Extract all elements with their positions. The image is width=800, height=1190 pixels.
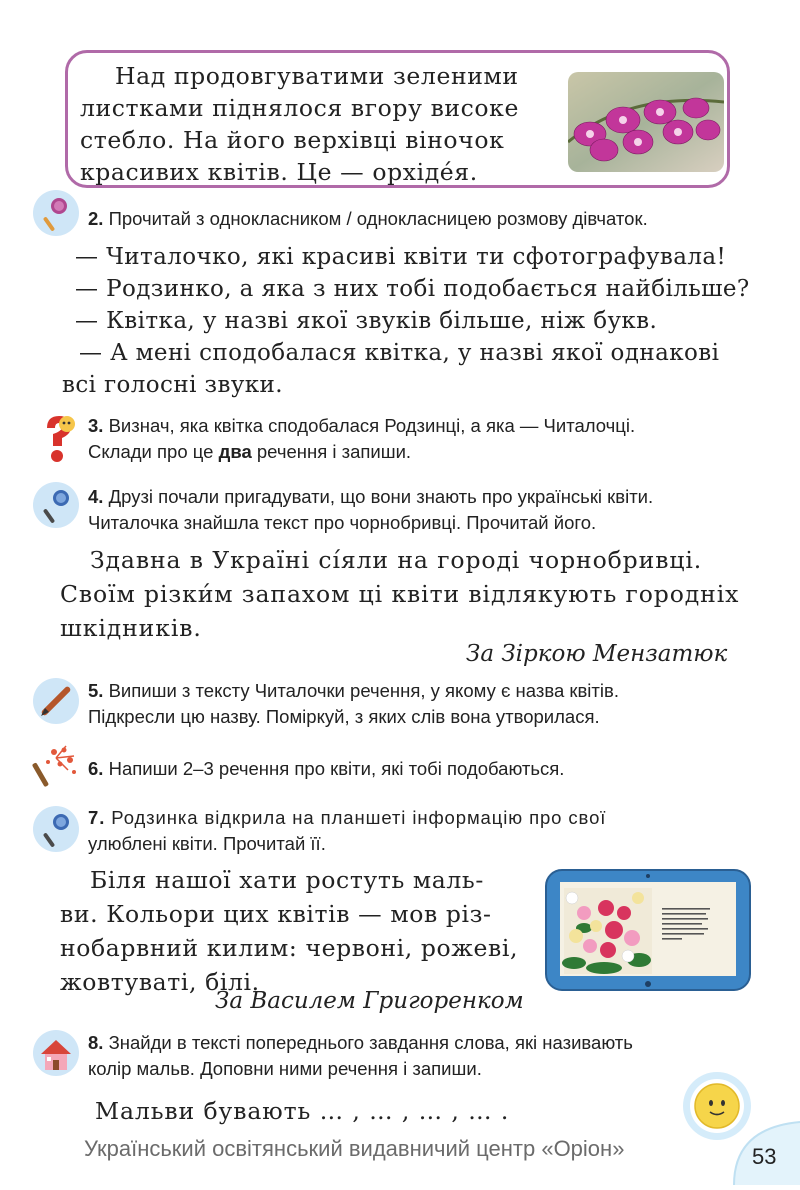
task-number: 3.: [88, 415, 104, 436]
task-text: Склади про це: [88, 441, 219, 462]
page-corner: [728, 1098, 800, 1185]
task-3: [88, 413, 635, 465]
task-text: Знайди в тексті попереднього завдання слова, які називають: [103, 1032, 633, 1053]
pen-icon: [33, 678, 79, 724]
task-6: [88, 756, 564, 782]
task-number: 5.: [88, 680, 104, 701]
fill-in-sentence: Мальви бувають … , … , … , … .: [95, 1097, 510, 1125]
reading-line: ви. Кольори цих квітів — мов різ-: [60, 900, 492, 928]
task-text: Родзинка відкрила на планшеті інформацію про свої: [105, 807, 607, 828]
task-7: [88, 805, 738, 857]
task-text: речення і запиши.: [251, 441, 412, 462]
intro-line: листками піднялося вгору високе: [80, 94, 519, 122]
publisher-footer: Український освітянський видавничий центр «Оріон»: [84, 1136, 625, 1161]
microphone-icon: [33, 806, 79, 852]
reading-line: жовтуваті, білі.: [60, 968, 260, 996]
reading-line: Здавна в Україні сі́яли на городі чорнобривці.: [90, 546, 703, 574]
orchid-photo: [568, 72, 724, 172]
task-text: Підкресли цю назву. Поміркуй, з яких слів вона утворилася.: [88, 706, 600, 727]
task-text: Випиши з тексту Читалочки речення, у якому є назва квітів.: [103, 680, 619, 701]
dialog-line: всі голосні звуки.: [62, 372, 283, 398]
dialog-line: — А мені сподобалася квітка, у назві якої однакові: [79, 340, 720, 366]
task-text: Визнач, яка квітка сподобалася Родзинці, а яка — Читалочці.: [103, 415, 636, 436]
task-2: [88, 206, 648, 232]
task-4: [88, 484, 653, 536]
intro-line: красивих квітів. Це — орхіде́я.: [80, 158, 478, 186]
tablet-illustration: [544, 868, 752, 992]
task-text: колір мальв. Доповни ними речення і запиши.: [88, 1058, 482, 1079]
reading-line: Своїм різки́м запахом ці квіти відлякують городніх: [60, 580, 740, 608]
question-mark-icon: [33, 412, 79, 458]
dialog-line: — Квітка, у назві якої звуків більше, ніж букв.: [75, 308, 658, 334]
reading-line: нобарвний килим: червоні, рожеві,: [60, 934, 519, 962]
magic-wand-icon: [30, 742, 76, 788]
reading-text-1: [60, 543, 780, 645]
microphone-icon: [33, 482, 79, 528]
dialog: [62, 241, 775, 401]
task-text: Читалочка знайшла текст про чорнобривці. Прочитай його.: [88, 512, 597, 533]
reading-text-2: [60, 863, 540, 999]
reading-line: шкідників.: [60, 614, 202, 642]
author-credit: За Василем Григоренком: [215, 988, 524, 1014]
task-number: 2.: [88, 208, 104, 229]
microphone-icon: [33, 190, 79, 236]
task-number: 8.: [88, 1032, 104, 1053]
author-credit: За Зіркою Мензатюк: [466, 641, 728, 667]
task-text: Прочитай з однокласником / однокласницею розмову дівчаток.: [103, 208, 648, 229]
task-number: 4.: [88, 486, 104, 507]
house-icon: [33, 1030, 79, 1076]
task-number: 6.: [88, 758, 104, 779]
task-text: Друзі почали пригадувати, що вони знають про українські квіти.: [103, 486, 654, 507]
task-text: Напиши 2–3 речення про квіти, які тобі подобаються.: [103, 758, 565, 779]
task-8: [88, 1030, 633, 1082]
intro-line: Над продовгуватими зеленими: [115, 62, 519, 90]
task-5: [88, 678, 619, 730]
intro-line: стебло. На його верхівці віночок: [80, 126, 505, 154]
intro-text: [80, 60, 540, 188]
task-number: 7.: [88, 807, 106, 828]
dialog-line: — Родзинко, а яка з них тобі подобається найбільше?: [75, 276, 750, 302]
task-text: улюблені квіти. Прочитай її.: [88, 833, 326, 854]
reading-line: Біля нашої хати ростуть маль-: [90, 866, 484, 894]
emphasis-text: два: [218, 441, 252, 462]
dialog-line: — Читалочко, які красиві квіти ти сфотографувала!: [75, 244, 727, 270]
page-number: 53: [752, 1144, 777, 1169]
